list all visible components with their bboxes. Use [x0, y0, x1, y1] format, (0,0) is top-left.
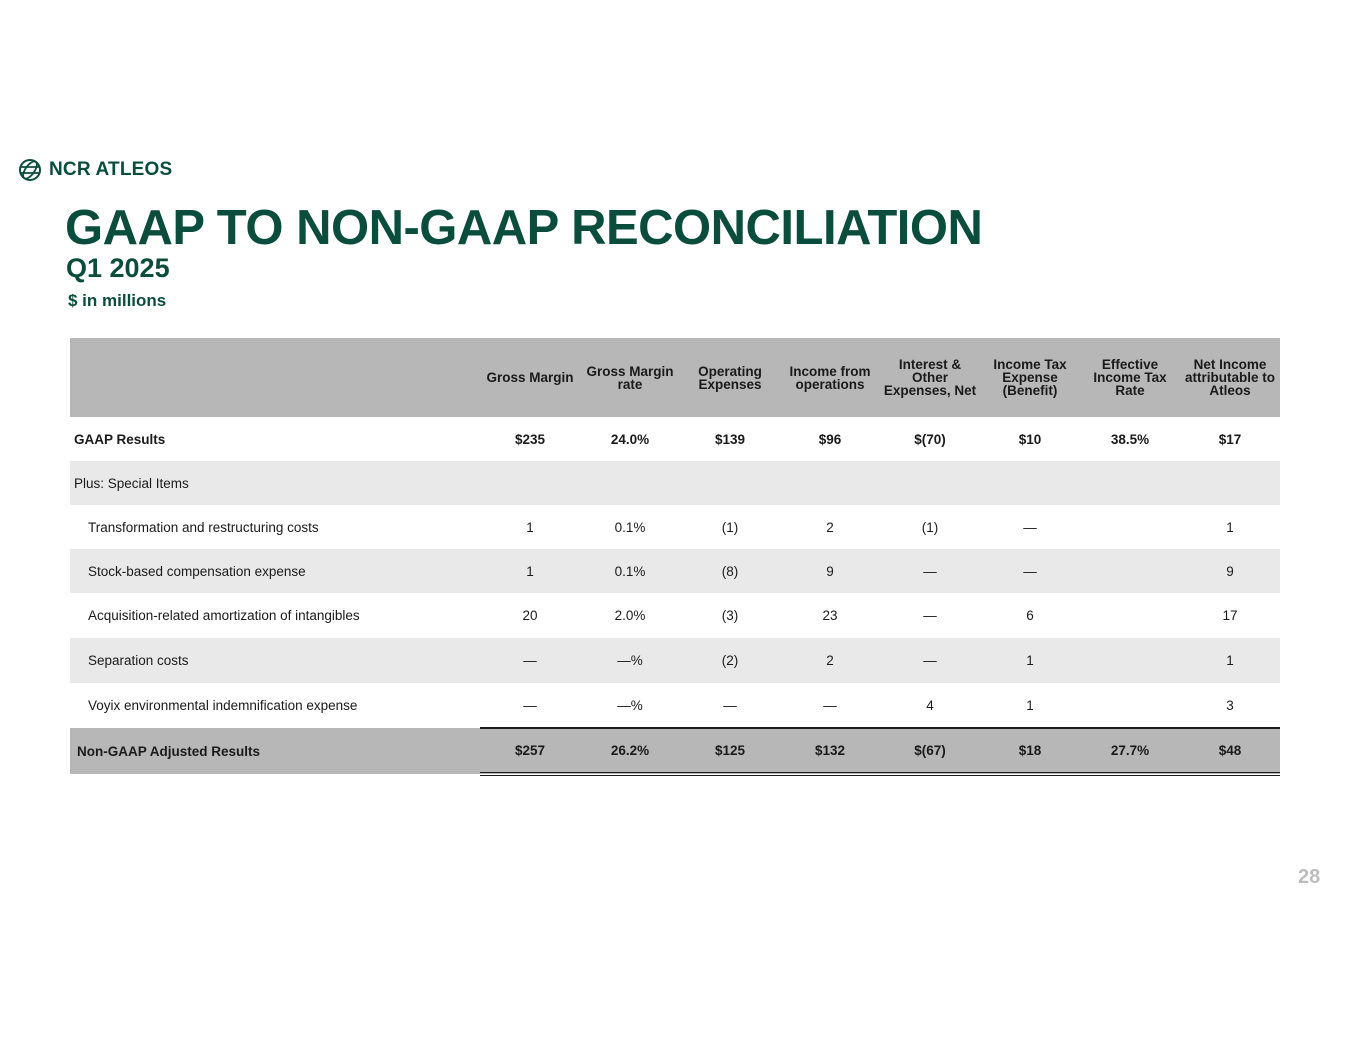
table-cell: 4	[926, 697, 934, 713]
table-cell	[1080, 549, 1180, 593]
table-cell	[1080, 505, 1180, 549]
reconciliation-table	[70, 338, 1280, 776]
table-row	[70, 683, 1280, 728]
table-cell: 2	[826, 653, 834, 668]
table-cell: 3	[1226, 697, 1234, 713]
table-cell: $132	[780, 728, 880, 774]
brand-name: NCR ATLEOS	[49, 159, 173, 180]
table-cell: $125	[680, 728, 780, 774]
table-cell: $96	[818, 431, 842, 447]
header-label-spacer	[70, 338, 480, 417]
table-cell: 0.1%	[614, 519, 646, 535]
table-cell: 0.1%	[614, 563, 646, 579]
table-cell: (1)	[921, 519, 939, 535]
row-label: Acquisition-related amortization of intangibles	[88, 608, 360, 623]
table-cell: 26.2%	[580, 728, 680, 774]
table-cell: $(70)	[914, 431, 946, 447]
table-cell: 1	[1226, 519, 1234, 535]
table-cell	[480, 461, 580, 505]
table-cell	[880, 461, 980, 505]
row-label: Transformation and restructuring costs	[88, 519, 319, 535]
table-cell: 1	[1226, 653, 1234, 668]
globe-icon	[18, 158, 42, 182]
table-cell: —	[523, 653, 537, 668]
table-cell: $48	[1180, 728, 1280, 774]
table-cell: (1)	[721, 519, 739, 535]
row-label: Voyix environmental indemnification expense	[88, 698, 358, 713]
page-title: GAAP TO NON-GAAP RECONCILIATION	[65, 201, 983, 255]
table-cell: 1	[1026, 697, 1034, 713]
column-header: Effective Income Tax Rate	[1093, 357, 1167, 398]
row-label: Non-GAAP Adjusted Results	[77, 743, 261, 759]
table-cell	[1080, 593, 1180, 638]
table-cell: 6	[1026, 608, 1034, 623]
table-row	[70, 461, 1280, 505]
table-cell: 27.7%	[1080, 728, 1180, 774]
units-note: $ in millions	[68, 291, 167, 310]
table-header-row	[70, 338, 1280, 417]
table-cell	[680, 461, 780, 505]
column-header: Gross Margin rate	[586, 363, 674, 392]
table-total-row	[70, 728, 1280, 774]
row-label: Stock-based compensation expense	[88, 563, 306, 579]
table-cell: $257	[480, 728, 580, 774]
table-cell: $10	[1018, 431, 1042, 447]
table-cell	[580, 461, 680, 505]
page-number: 28	[1298, 866, 1321, 888]
table-cell	[1080, 638, 1180, 683]
table-cell	[780, 461, 880, 505]
table-cell: 2	[826, 519, 834, 535]
table-cell: $139	[714, 431, 746, 447]
table-cell: —	[523, 697, 537, 713]
table-cell: 1	[526, 563, 534, 579]
table-cell: $17	[1218, 431, 1242, 447]
table-row	[70, 593, 1280, 638]
table-row	[70, 505, 1280, 549]
table-cell: 9	[826, 563, 834, 579]
table-cell	[1080, 461, 1180, 505]
table-cell: —%	[617, 653, 643, 668]
table-cell: —	[1023, 519, 1037, 535]
column-header: Income from operations	[789, 363, 871, 392]
column-header: Net Income attributable to Atleos	[1185, 357, 1275, 398]
table-cell: —	[923, 608, 937, 623]
column-header: Gross Margin	[486, 370, 574, 385]
table-cell: 20	[522, 608, 538, 623]
column-header: Income Tax Expense (Benefit)	[993, 357, 1067, 398]
table-cell: (8)	[721, 563, 739, 579]
table-cell: —	[723, 697, 737, 713]
table-cell: 24.0%	[610, 431, 650, 447]
table-cell: 1	[526, 519, 534, 535]
row-label: Plus: Special Items	[74, 475, 189, 491]
table-row	[70, 417, 1280, 461]
table-cell: —	[923, 653, 937, 668]
table-cell: 38.5%	[1110, 431, 1150, 447]
row-label: GAAP Results	[74, 431, 166, 447]
table-cell: $235	[514, 431, 546, 447]
column-header: Operating Expenses	[698, 363, 762, 392]
table-row	[70, 549, 1280, 593]
table-cell: 2.0%	[614, 608, 646, 623]
table-cell	[1080, 683, 1180, 728]
table-cell: —	[923, 563, 937, 579]
table-cell	[980, 461, 1080, 505]
table-cell: —%	[617, 697, 643, 713]
table-cell: 9	[1226, 563, 1234, 579]
table-cell: $(67)	[880, 728, 980, 774]
table-cell: $18	[980, 728, 1080, 774]
table-cell: 17	[1222, 608, 1238, 623]
table-cell: 23	[822, 608, 838, 623]
page-subtitle: Q1 2025	[66, 253, 170, 283]
row-label: Separation costs	[88, 653, 189, 668]
table-cell: —	[823, 697, 837, 713]
table-cell: 1	[1026, 653, 1034, 668]
brand-logo	[18, 158, 172, 182]
table-cell: (2)	[721, 653, 739, 668]
table-cell: (3)	[721, 608, 739, 623]
table-cell: —	[1023, 563, 1037, 579]
table-cell	[1180, 461, 1280, 505]
column-header: Interest & Other Expenses, Net	[883, 357, 977, 398]
table-row	[70, 638, 1280, 683]
